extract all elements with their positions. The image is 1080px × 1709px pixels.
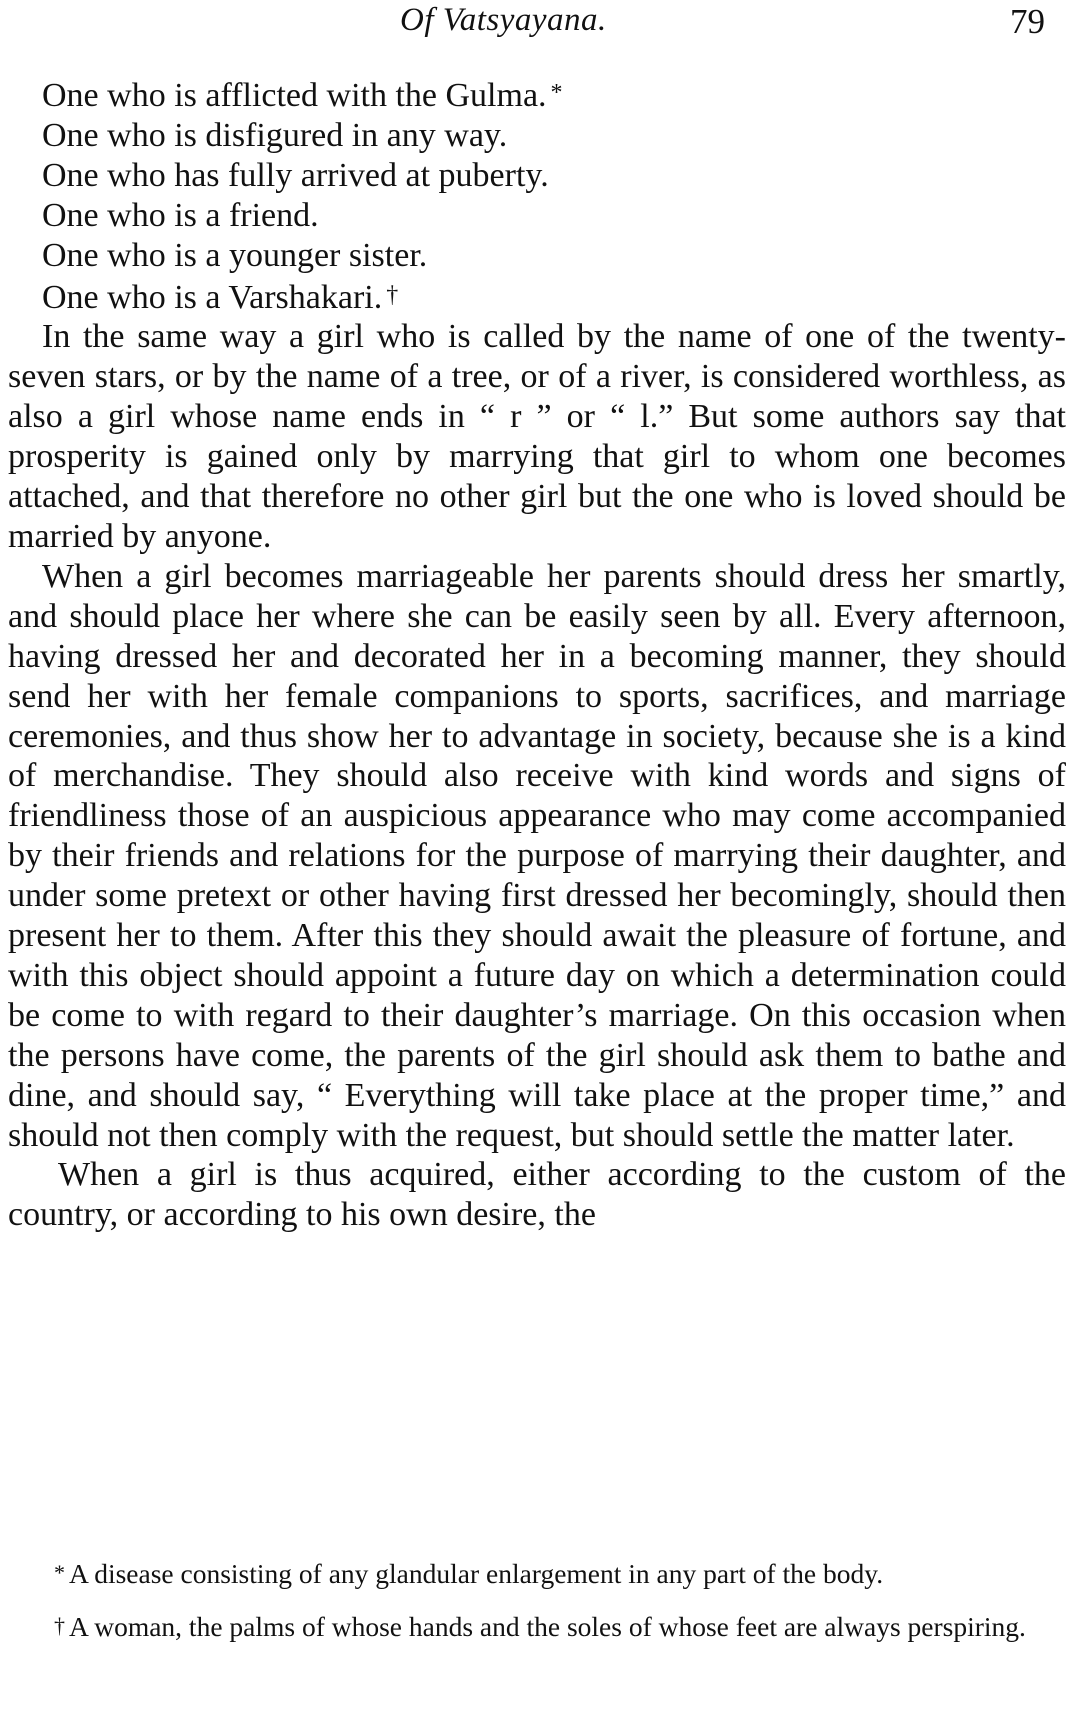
list-item: [8, 74, 1066, 116]
list-item: [8, 156, 1066, 196]
footnote-mark: *: [54, 1560, 65, 1585]
list-item-text: One who is afflicted with the Gulma.: [42, 77, 547, 114]
footnote: [20, 1609, 1074, 1644]
footnotes: [20, 1556, 1074, 1662]
footnote-mark: †: [54, 1613, 65, 1638]
page-header: [0, 0, 1080, 50]
paragraph: When a girl becomes marriageable her parents should dress her smartly, and should place her where she can be easily seen by all. Every afternoon, having dressed her and decorated her in a becoming manner, they should send her with her female companions to sports, sacrifices, and marriage ceremonies, and thus show her to advantage in society, because she is a kind of merchandise. They should also receive with kind words and signs of friendliness those of an auspicious appearance who may come accompanied by their friends and relations for the purpose of marrying their daughter, and under some pretext or other having first dressed her becomingly, should then present her to them. After this they should await the pleasure of fortune, and with this object should appoint a future day on which a determination could be come to with regard to their daughter’s marriage. On this occasion when the persons have come, the parents of the girl should ask them to bathe and dine, and should say, “ Everything will take place at the proper time,” and should not then comply with the request, but should settle the matter later.: [8, 557, 1066, 1154]
list-item-text: One who is a younger sister.: [42, 236, 428, 274]
list-item-text: One who has fully arrived at puberty.: [42, 156, 549, 194]
paragraph: When a girl is thus acquired, either according to the custom of the country, or according to his own desire, the: [8, 1156, 1066, 1234]
paragraph: In the same way a girl who is called by the name of one of the twenty-seven stars, or by the name of a tree, or of a river, is considered worthless, as also a girl whose name ends in “ r ” or “ l.” But some authors say that prosperity is gained only by marrying that girl to whom one becomes attached, and that therefore no other girl but the one who is loved should be married by anyone.: [8, 318, 1066, 555]
footnote: [20, 1556, 1074, 1591]
footnote-text: A woman, the palms of whose hands and the soles of whose feet are always perspiring.: [69, 1611, 1026, 1642]
list-item: [8, 116, 1066, 156]
list-item-text: One who is a friend.: [42, 196, 319, 234]
footnote-reference: *: [550, 80, 563, 106]
body-text: [8, 74, 1066, 1235]
list-item: [8, 276, 1066, 318]
list-item: [8, 196, 1066, 236]
list-item: [8, 236, 1066, 276]
footnote-reference: †: [386, 281, 399, 308]
footnote-text: A disease consisting of any glandular enlargement in any part of the body.: [69, 1558, 884, 1589]
ineligible-girls-list: [8, 74, 1066, 317]
list-item-text: One who is disfigured in any way.: [42, 116, 508, 154]
running-title: Of Vatsyayana.: [400, 2, 607, 38]
list-item-text: One who is a Varshakari.: [42, 278, 383, 316]
page-number: 79: [1010, 2, 1045, 41]
